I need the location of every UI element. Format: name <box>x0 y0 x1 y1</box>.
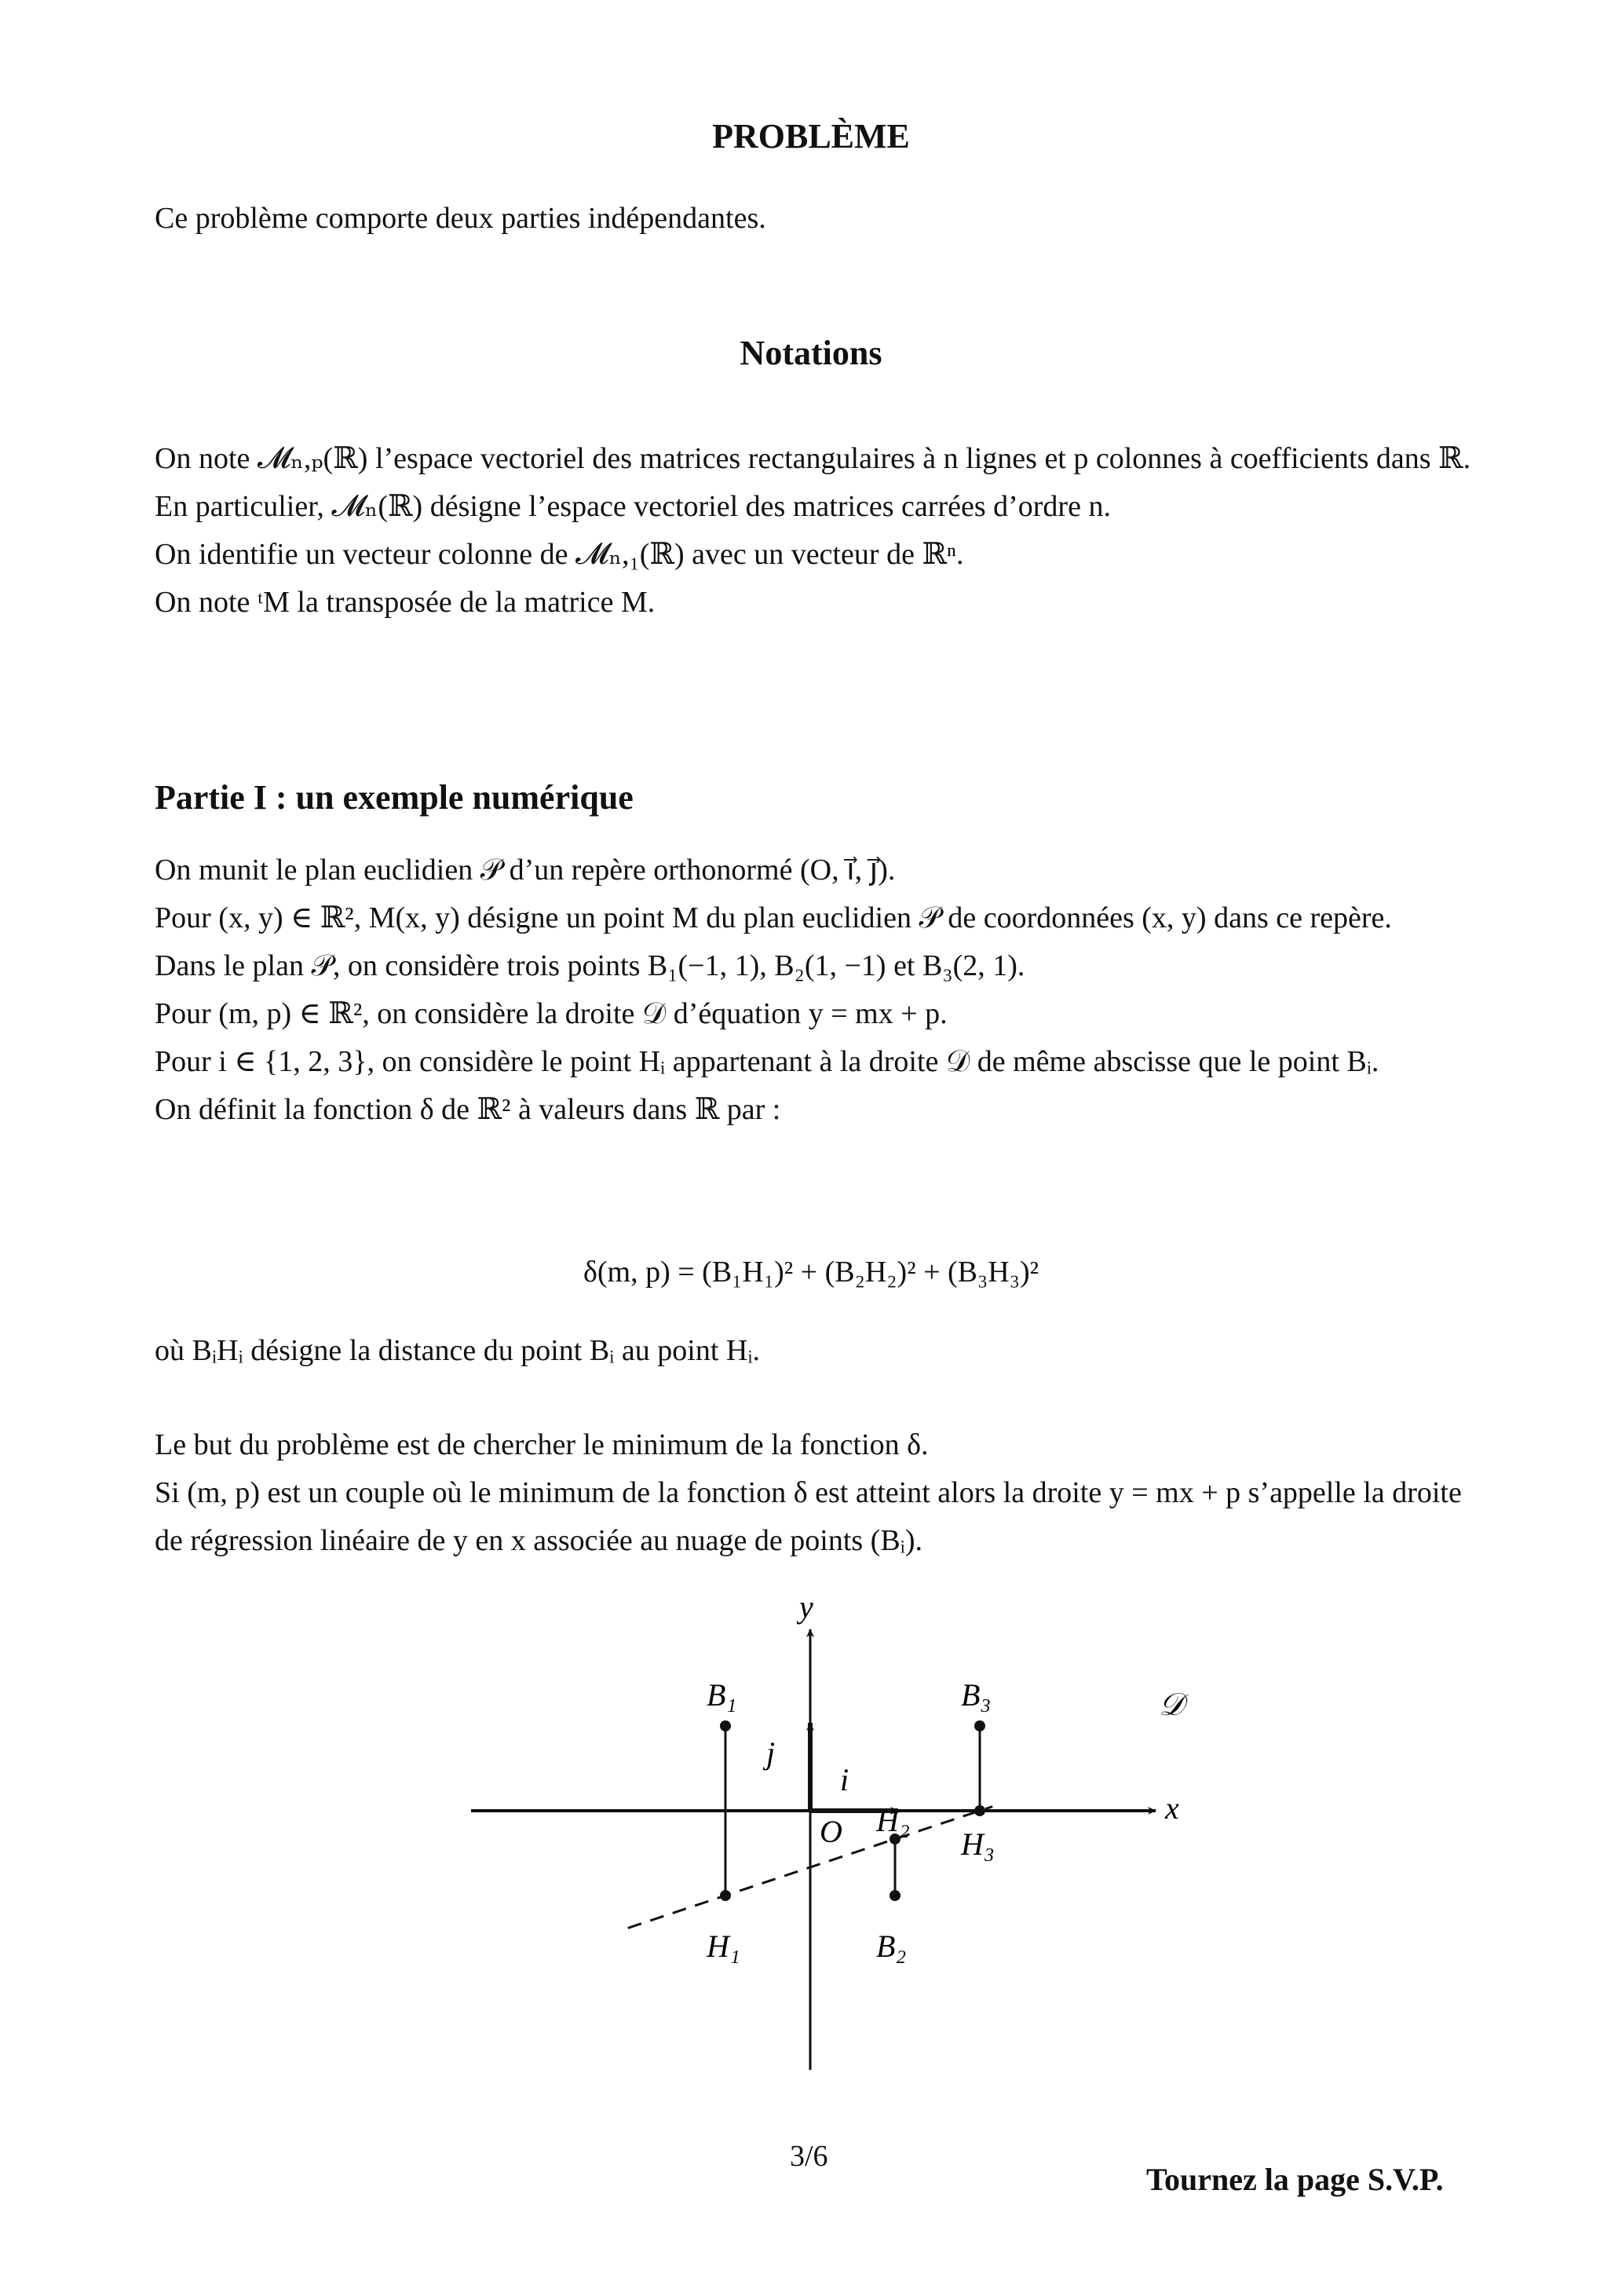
part1-line: Dans le plan 𝒫, on considère trois points B₁(−1, 1), B₂(1, −1) et B₃(2, 1). <box>155 949 1025 982</box>
point-label-b1: B₁ <box>707 1677 737 1713</box>
part1-line: Pour (x, y) ∈ ℝ², M(x, y) désigne un point M du plan euclidien 𝒫 de coordonnées (x, y) dans ce repère. <box>155 901 1392 934</box>
point-h1 <box>720 1890 731 1901</box>
point-h3 <box>974 1805 985 1816</box>
part1-line: Pour (m, p) ∈ ℝ², on considère la droite 𝒟 d’équation y = mx + p. <box>155 997 948 1030</box>
intro-line: Ce problème comporte deux parties indépendantes. <box>155 202 766 235</box>
point-label-b3: B₃ <box>961 1677 992 1713</box>
line-d-label: 𝒟 <box>1159 1687 1184 1722</box>
part1-line: On définit la fonction δ de ℝ² à valeurs dans ℝ par : <box>155 1093 781 1126</box>
after-equation-line: où BᵢHᵢ désigne la distance du point Bᵢ au point Hᵢ. <box>155 1334 761 1367</box>
point-label-h3: H₃ <box>961 1826 995 1862</box>
vector-j-label: j⃗ <box>766 1735 800 1771</box>
x-axis-label: x <box>1165 1790 1179 1826</box>
notation-line: On identifie un vecteur colonne de 𝓜ₙ,₁(ℝ) avec un vecteur de ℝⁿ. <box>155 538 964 571</box>
part1-line: On munit le plan euclidien 𝒫 d’un repère orthonormé (O, i⃗, j⃗). <box>155 854 896 887</box>
point-label-h1: H₁ <box>707 1929 740 1964</box>
vector-i-label: i⃗ <box>840 1762 874 1797</box>
goal-line: Si (m, p) est un couple où le minimum de la fonction δ est atteint alors la droite y = mx + p s’appelle la droite de régression linéaire de y en x associée au nuage de points (Bᵢ). <box>155 1476 1462 1557</box>
turn-page-note: Tournez la page S.V.P. <box>1146 2162 1444 2197</box>
page-number: 3/6 <box>790 2140 828 2173</box>
page-title: PROBLÈME <box>712 117 910 155</box>
point-b1 <box>720 1720 731 1731</box>
delta-equation: δ(m, p) = (B₁H₁)² + (B₂H₂)² + (B₃H₃)² <box>583 1256 1039 1289</box>
notation-line: En particulier, 𝓜ₙ(ℝ) désigne l’espace vectoriel des matrices carrées d’ordre n. <box>155 490 1111 523</box>
notation-line: On note 𝓜ₙ,ₚ(ℝ) l’espace vectoriel des matrices rectangulaires à n lignes et p colonnes à coefficients dans ℝ. <box>155 442 1471 475</box>
part1-line: Pour i ∈ {1, 2, 3}, on considère le point Hᵢ appartenant à la droite 𝒟 de même abscisse que le point Bᵢ. <box>155 1045 1379 1078</box>
notations-heading: Notations <box>740 334 882 372</box>
point-label-b2: B₂ <box>876 1929 907 1964</box>
y-axis-label: y <box>799 1589 813 1625</box>
goal-line: Le but du problème est de chercher le minimum de la fonction δ. <box>155 1428 929 1461</box>
point-label-h2: H₂ <box>876 1802 910 1838</box>
point-b2 <box>890 1890 901 1901</box>
origin-label: O <box>820 1814 842 1849</box>
notation-line: On note ᵗM la transposée de la matrice M. <box>155 586 656 619</box>
part1-heading: Partie I : un exemple numérique <box>155 778 634 817</box>
point-b3 <box>974 1720 985 1731</box>
